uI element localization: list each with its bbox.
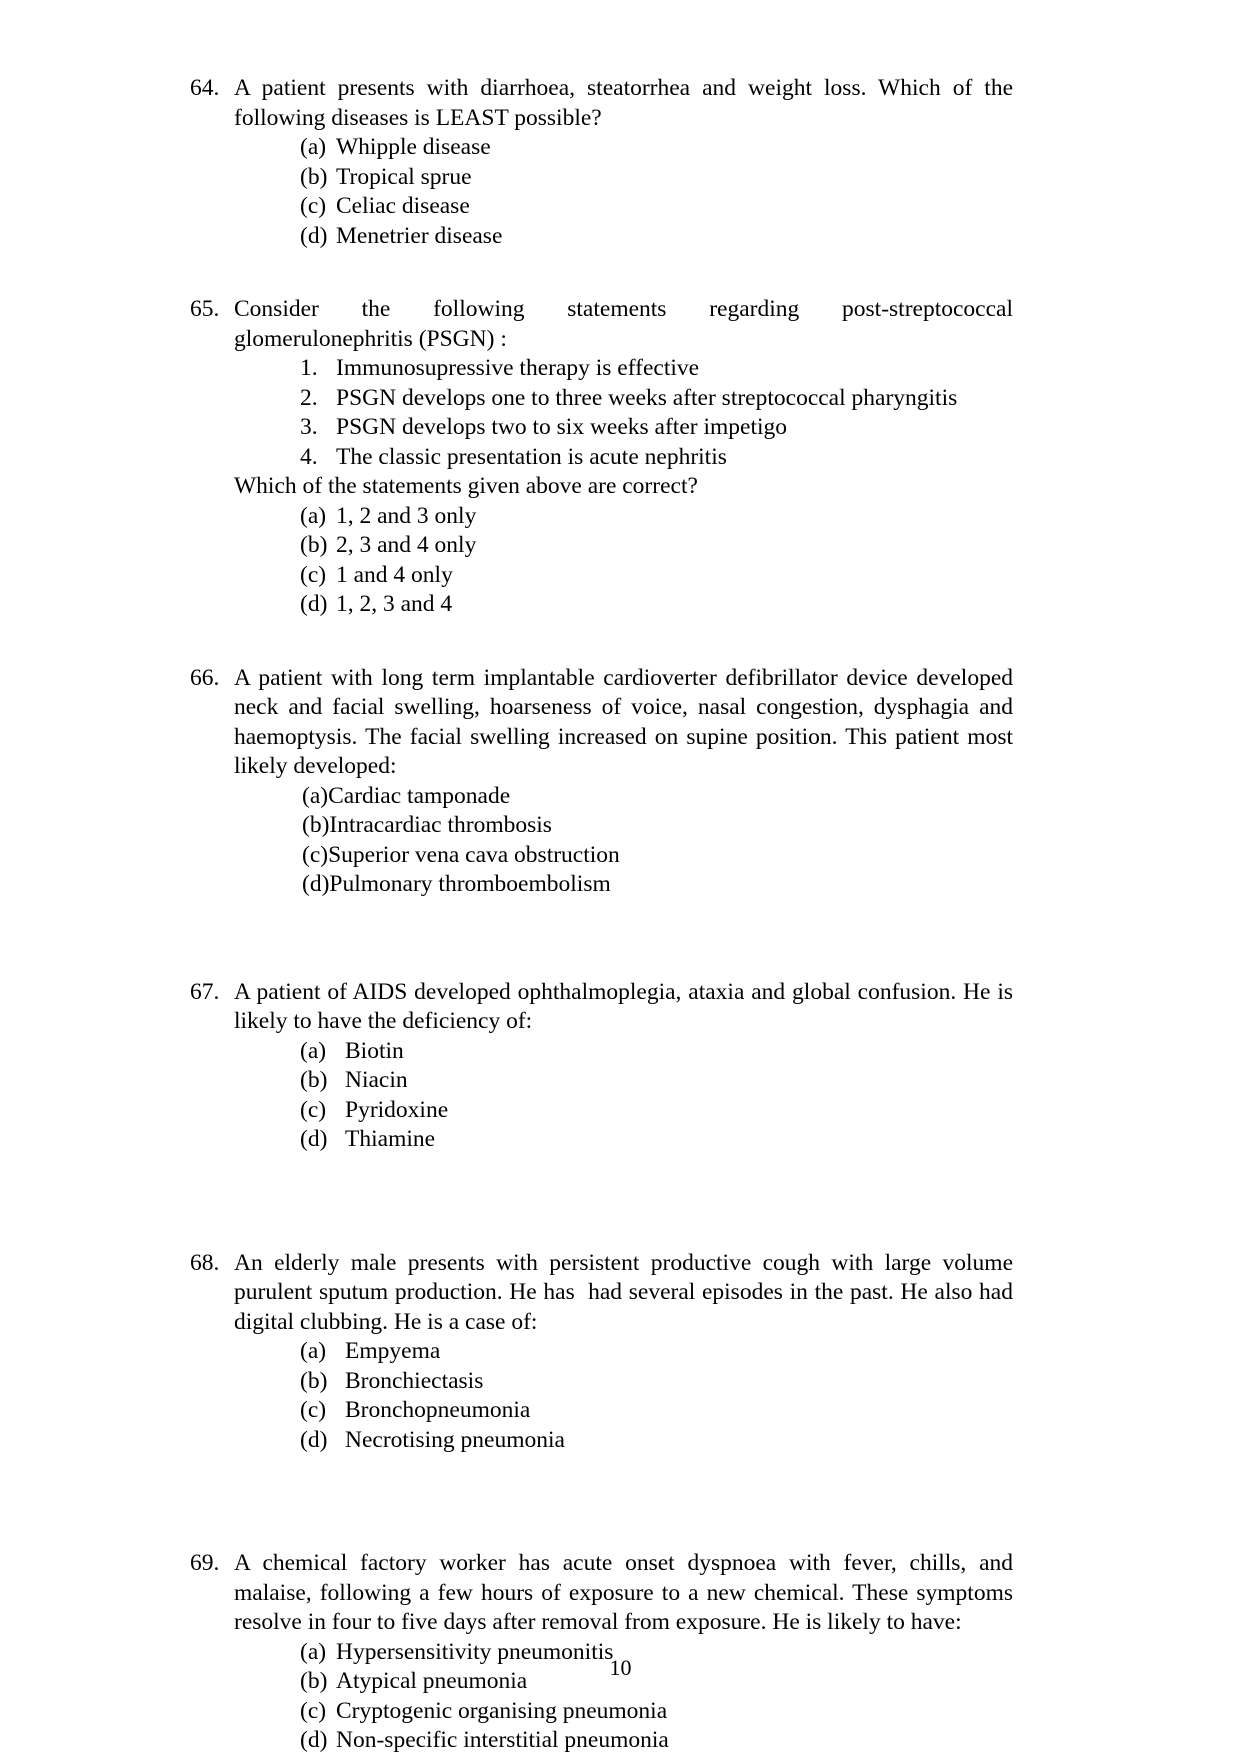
- question-number: 65.: [190, 296, 220, 322]
- option-label: 1, 2 and 3 only: [336, 502, 477, 529]
- question-text: A patient with long term implantable cardioverter defibrillator device developed neck and facial swelling, hoarseness of voice, nasal congestion, dysphagia and haemoptysis. The facial swelling increased on supine position. This patient most likely developed:: [234, 664, 1019, 779]
- option-marker: (b): [300, 532, 328, 558]
- question-text: A patient presents with diarrhoea, steatorrhea and weight loss. Which of the following diseases is LEAST possible?: [234, 75, 1019, 131]
- option-item[interactable]: [300, 1697, 1013, 1727]
- option-label: Cryptogenic organising pneumonia: [336, 1697, 668, 1724]
- question-text: An elderly male presents with persistent productive cough with large volume purulent sputum production. He has had several episodes in the past. He also had digital clubbing. He is a case of:: [234, 1249, 1019, 1335]
- option-item[interactable]: [300, 1096, 1013, 1126]
- question-body: [234, 1249, 1019, 1456]
- question-number: 67.: [190, 978, 220, 1005]
- option-label: Bronchiectasis: [345, 1367, 484, 1394]
- option-label: Bronchopneumonia: [345, 1397, 531, 1423]
- question-body: [234, 664, 1019, 900]
- statement-marker: 1.: [300, 355, 318, 381]
- option-marker: (b): [300, 1367, 328, 1394]
- option-item[interactable]: [300, 222, 1013, 252]
- option-list: [234, 133, 1013, 251]
- option-marker: (d): [300, 222, 328, 249]
- option-marker: (a): [300, 1638, 327, 1665]
- option-label: Thiamine: [345, 1126, 436, 1152]
- statement-label: The classic presentation is acute nephritis: [336, 443, 727, 470]
- option-item[interactable]: [300, 502, 1013, 532]
- option-marker: (c): [302, 841, 329, 868]
- option-item[interactable]: [300, 1066, 1013, 1096]
- statement-marker: 4.: [300, 443, 318, 470]
- option-marker: (d): [302, 871, 330, 897]
- question-text: Consider the following statements regarding post-streptococcal glomerulonephritis (PSGN) :: [234, 296, 1019, 352]
- option-list: [234, 782, 1013, 900]
- question-64: [190, 74, 1019, 251]
- statement-item: [300, 354, 1013, 384]
- option-item[interactable]: [300, 1337, 1013, 1367]
- option-item[interactable]: [302, 811, 1013, 841]
- statement-label: PSGN develops two to six weeks after impetigo: [336, 414, 788, 440]
- option-item[interactable]: [300, 1426, 1013, 1456]
- option-label: Hypersensitivity pneumonitis: [336, 1638, 614, 1665]
- option-label: Atypical pneumonia: [336, 1668, 528, 1694]
- option-list: [234, 1037, 1013, 1155]
- option-label: Non-specific interstitial pneumonia: [336, 1727, 669, 1753]
- option-item[interactable]: [300, 1367, 1013, 1397]
- spacer: [190, 1189, 1013, 1249]
- option-marker: (d): [300, 1426, 328, 1453]
- option-label: Menetrier disease: [336, 222, 503, 249]
- option-item[interactable]: [300, 192, 1013, 222]
- option-label: Superior vena cava obstruction: [328, 841, 620, 868]
- option-item[interactable]: [300, 1125, 1013, 1155]
- statement-label: PSGN develops one to three weeks after streptococcal pharyngitis: [336, 384, 958, 411]
- spacer: [190, 654, 1013, 664]
- question-69: [190, 1549, 1019, 1755]
- option-item[interactable]: [300, 1726, 1013, 1755]
- option-marker: (d): [300, 591, 328, 617]
- page-content: [190, 74, 1019, 1755]
- question-67: [190, 978, 1019, 1155]
- option-label: Tropical sprue: [336, 163, 472, 190]
- option-label: Celiac disease: [336, 193, 470, 219]
- option-item[interactable]: [300, 133, 1013, 163]
- option-item[interactable]: [300, 1037, 1013, 1067]
- question-68: [190, 1249, 1019, 1456]
- question-number: 66.: [190, 664, 220, 691]
- option-marker: (b): [300, 163, 328, 190]
- option-marker: (a): [300, 134, 327, 160]
- question-number: 69.: [190, 1550, 220, 1576]
- option-marker: (b): [302, 812, 330, 838]
- question-body: [234, 978, 1019, 1155]
- question-followup: Which of the statements given above are correct?: [234, 473, 698, 499]
- option-item[interactable]: [300, 1396, 1013, 1426]
- option-label: Necrotising pneumonia: [345, 1426, 565, 1453]
- option-label: Whipple disease: [336, 134, 491, 160]
- option-item[interactable]: [300, 163, 1013, 193]
- option-marker: (c): [300, 1096, 327, 1123]
- option-marker: (c): [300, 193, 327, 219]
- option-marker: (a): [300, 502, 327, 529]
- option-list: [234, 502, 1013, 620]
- option-label: Empyema: [345, 1338, 441, 1364]
- option-label: Pulmonary thromboembolism: [329, 871, 611, 897]
- option-marker: (c): [300, 1697, 327, 1724]
- spacer: [190, 934, 1013, 978]
- option-label: 1 and 4 only: [336, 561, 453, 588]
- option-item[interactable]: [302, 870, 1013, 900]
- option-label: 1, 2, 3 and 4: [336, 591, 453, 617]
- option-marker: (a): [302, 782, 329, 809]
- spacer: [190, 1489, 1013, 1549]
- page-number: 10: [609, 1655, 632, 1680]
- option-marker: (c): [300, 1397, 327, 1423]
- option-label: Niacin: [345, 1067, 408, 1093]
- option-marker: (a): [300, 1338, 327, 1364]
- option-label: Intracardiac thrombosis: [329, 812, 552, 838]
- statement-item: [300, 413, 1013, 443]
- option-marker: (c): [300, 561, 327, 588]
- statement-item: [300, 443, 1013, 473]
- question-body: [234, 1549, 1019, 1755]
- statement-marker: 3.: [300, 414, 318, 440]
- option-marker: (b): [300, 1067, 328, 1093]
- option-label: Biotin: [345, 1037, 404, 1064]
- statement-list: [234, 354, 1013, 472]
- spacer: [190, 285, 1013, 295]
- option-item[interactable]: [300, 531, 1013, 561]
- statement-label: Immunosupressive therapy is effective: [336, 355, 700, 381]
- statement-item: [300, 384, 1013, 414]
- option-item[interactable]: [302, 841, 1013, 871]
- option-list: [234, 1337, 1013, 1455]
- option-label: 2, 3 and 4 only: [336, 532, 477, 558]
- question-text: A patient of AIDS developed ophthalmoplegia, ataxia and global confusion. He is likely to have the deficiency of:: [234, 978, 1019, 1034]
- question-number: 68.: [190, 1249, 226, 1276]
- statement-marker: 2.: [300, 384, 318, 411]
- option-item[interactable]: [302, 782, 1013, 812]
- option-label: Pyridoxine: [345, 1096, 449, 1123]
- option-item[interactable]: [300, 590, 1013, 620]
- question-65: [190, 295, 1019, 620]
- question-body: [234, 74, 1019, 251]
- option-marker: (d): [300, 1126, 328, 1152]
- question-text: A chemical factory worker has acute onset dyspnoea with fever, chills, and malaise, following a few hours of exposure to a new chemical. These symptoms resolve in four to five days after removal from exposure. He is likely to have:: [234, 1550, 1019, 1635]
- option-item[interactable]: [300, 561, 1013, 591]
- question-body: [234, 295, 1019, 620]
- question-number: 64.: [190, 75, 220, 101]
- option-marker: (a): [300, 1037, 327, 1064]
- option-marker: (b): [300, 1668, 328, 1694]
- option-label: Cardiac tamponade: [328, 782, 511, 809]
- question-66: [190, 664, 1019, 900]
- option-marker: (d): [300, 1727, 328, 1753]
